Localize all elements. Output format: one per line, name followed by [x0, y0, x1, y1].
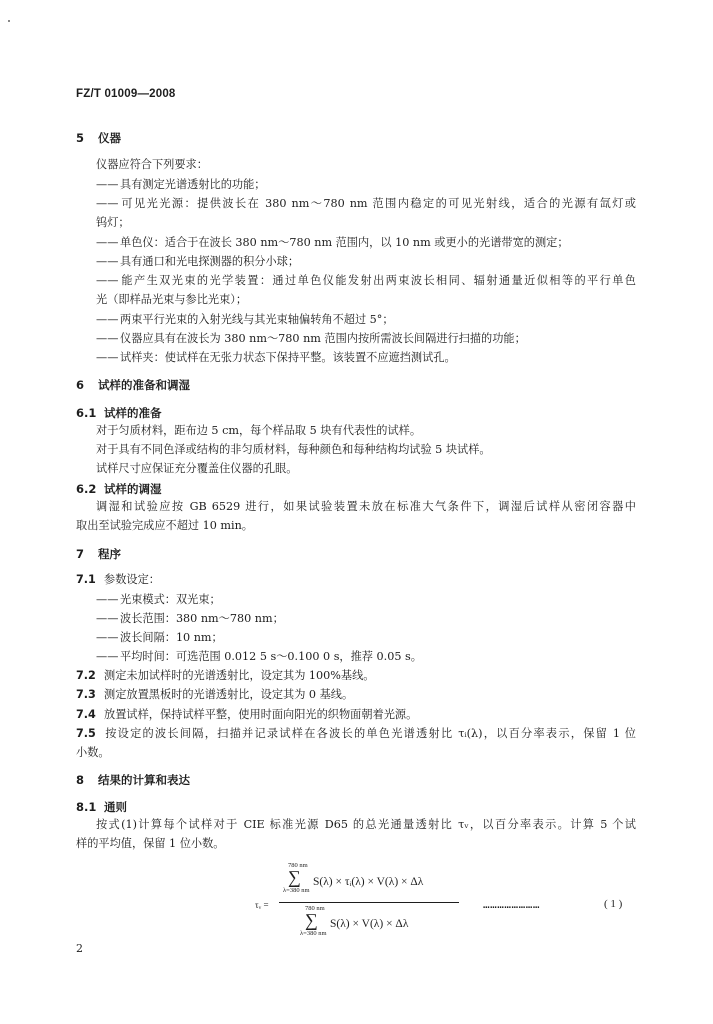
- clause-7-2: 7.2 测定未加试样时的光谱透射比，设定其为 100%基线。: [76, 669, 375, 682]
- section-8-number: 8: [76, 773, 85, 787]
- section-8-1-title: 通则: [104, 800, 127, 814]
- list-item: —— 单色仪：适合于在波长 380 nm～780 nm 范围内，以 10 nm 或更小的光谱带宽的测定；: [96, 236, 569, 249]
- section-6-2-number: 6.2: [76, 482, 97, 496]
- section-7-heading: [76, 546, 121, 562]
- section-6-2-heading: [76, 481, 162, 497]
- section-5-intro: 仪器应符合下列要求：: [96, 158, 208, 171]
- list-item-continuation: 光（即样品光束与参比光束）；: [96, 293, 248, 306]
- numerator-sigma: ∑: [288, 867, 301, 887]
- section-5-heading: [76, 130, 121, 146]
- formula-numerator: S(λ) × τᵢ(λ) × V(λ) × Δλ: [313, 876, 424, 888]
- list-item-continuation: 钨灯；: [96, 216, 130, 229]
- section-6-1-heading: [76, 405, 162, 421]
- section-8-heading: [76, 772, 190, 788]
- list-item: —— 光束模式：双光束；: [96, 593, 221, 606]
- clause-7-5-continuation: 小数。: [76, 746, 110, 759]
- list-item: —— 波长间隔：10 nm；: [96, 631, 223, 644]
- paragraph-line: 试样尺寸应保证充分覆盖住仪器的孔眼。: [96, 462, 298, 475]
- section-5-number: 5: [76, 131, 85, 145]
- paragraph-line: 样的平均值，保留 1 位小数。: [76, 837, 225, 850]
- formula-denominator: S(λ) × V(λ) × Δλ: [330, 918, 409, 930]
- list-item: —— 波长范围：380 nm～780 nm；: [96, 612, 284, 625]
- paragraph-line: 对于匀质材料，距布边 5 cm，每个样品取 5 块有代表性的试样。: [96, 424, 422, 437]
- section-6-2-title: 试样的调湿: [104, 482, 162, 496]
- standard-code-header: FZ/T 01009—2008: [76, 88, 176, 100]
- list-item: —— 两束平行光束的入射光线与其光束轴偏转角不超过 5°；: [96, 313, 394, 326]
- section-8-title: 结果的计算和表达: [98, 773, 190, 787]
- list-item: —— 仪器应具有在波长为 380 nm～780 nm 范围内按所需波长间隔进行扫描的功能；: [96, 332, 526, 345]
- denominator-lower-limit: λ=380 nm: [300, 930, 327, 937]
- clause-7-1: 7.1 参数设定：: [76, 573, 160, 586]
- denominator-sigma: ∑: [305, 910, 318, 930]
- section-6-title: 试样的准备和调湿: [98, 378, 190, 392]
- list-item: —— 平均时间：可选范围 0.012 5 s～0.100 0 s，推荐 0.05 s。: [96, 650, 422, 663]
- paragraph-line: 取出至试验完成应不超过 10 min。: [76, 519, 253, 532]
- section-7-number: 7: [76, 547, 85, 561]
- clause-7-3: 7.3 测定放置黑板时的光谱透射比，设定其为 0 基线。: [76, 688, 354, 701]
- list-item: —— 可见光光源：提供波长在 380 nm～780 nm 范围内稳定的可见光射线，适合的光源有氙灯或: [96, 197, 636, 210]
- fraction-bar: [279, 902, 459, 903]
- formula-leader-dots: ……………………: [483, 898, 540, 911]
- formula-number: ( 1 ): [604, 898, 623, 910]
- list-item: —— 能产生双光束的光学装置：通过单色仪能发射出两束波长相同、辐射通量近似相等的平行单色: [96, 274, 636, 287]
- numerator-upper-limit: 780 nm: [288, 862, 308, 869]
- formula-lhs: τᵥ =: [255, 900, 269, 910]
- page-number: 2: [76, 942, 83, 955]
- numerator-lower-limit: λ=380 nm: [283, 887, 310, 894]
- section-6-number: 6: [76, 378, 85, 392]
- section-5-title: 仪器: [98, 131, 121, 145]
- section-7-title: 程序: [98, 547, 121, 561]
- list-item: —— 具有测定光谱透射比的功能；: [96, 178, 266, 191]
- section-8-1-number: 8.1: [76, 800, 97, 814]
- clause-7-5: 7.5 按设定的波长间隔，扫描并记录试样在各波长的单色光谱透射比 τᵢ(λ)，以百分率表示，保留 1 位: [76, 727, 636, 740]
- list-item: —— 试样夹：使试样在无张力状态下保持平整。该装置不应遮挡测试孔。: [96, 351, 456, 364]
- section-6-1-title: 试样的准备: [104, 406, 162, 420]
- scan-speck: [8, 20, 10, 22]
- list-item: —— 具有通口和光电探测器的积分小球；: [96, 255, 300, 268]
- section-8-1-heading: [76, 799, 127, 815]
- section-6-1-number: 6.1: [76, 406, 97, 420]
- denominator-upper-limit: 780 nm: [305, 905, 325, 912]
- paragraph-line: 按式(1)计算每个试样对于 CIE 标准光源 D65 的总光通量透射比 τᵥ，以百分率表示。计算 5 个试: [96, 818, 636, 831]
- paragraph-line: 调湿和试验应按 GB 6529 进行，如果试验装置未放在标准大气条件下，调湿后试样从密闭容器中: [96, 500, 636, 513]
- section-6-heading: [76, 377, 190, 393]
- clause-7-4: 7.4 放置试样，保持试样平整，使用时面向阳光的织物面朝着光源。: [76, 708, 418, 721]
- paragraph-line: 对于具有不同色泽或结构的非匀质材料，每种颜色和每种结构均试验 5 块试样。: [96, 443, 491, 456]
